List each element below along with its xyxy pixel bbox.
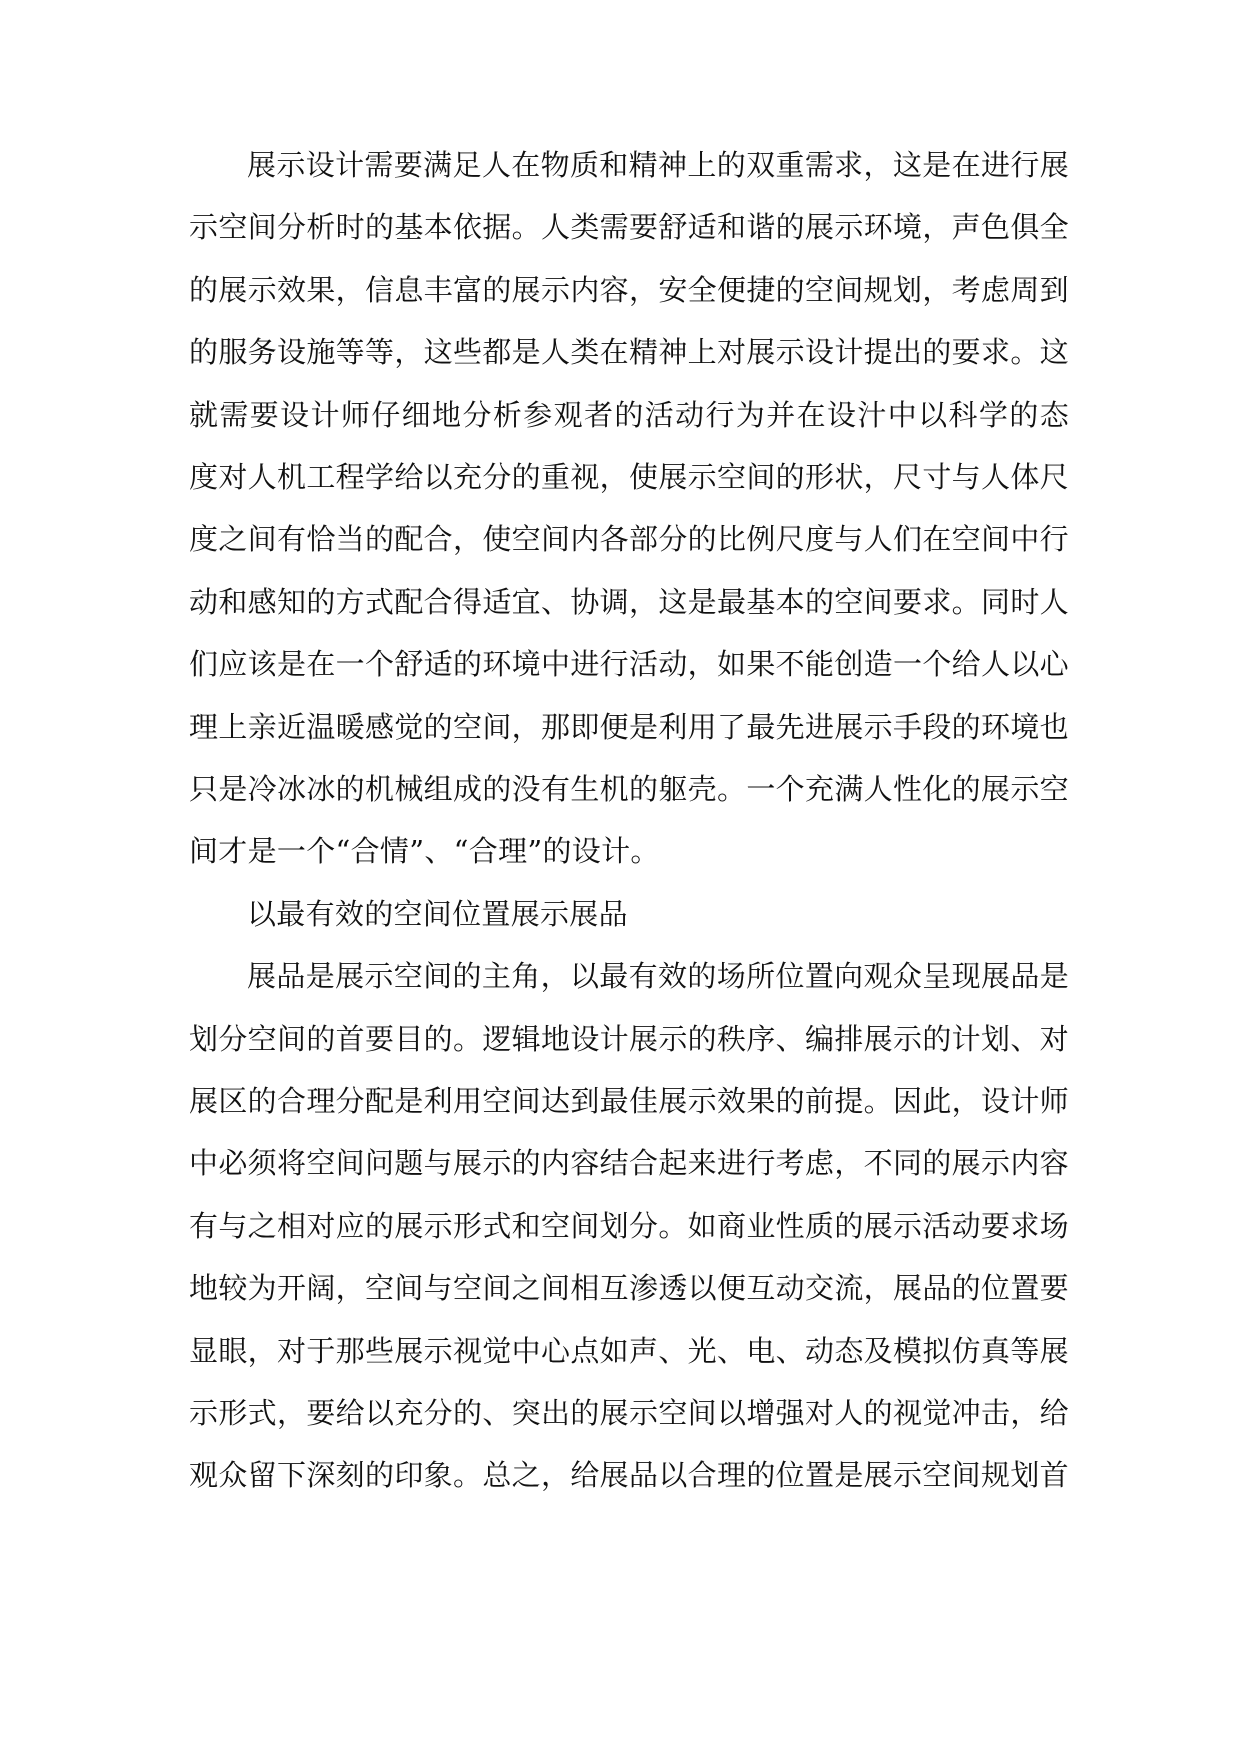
text-line: 中必须将空间问题与展示的内容结合起来进行考虑，不同的展示内容 <box>189 1146 1069 1180</box>
text-line: 观众留下深刻的印象。总之，给展品以合理的位置是展示空间规划首 <box>189 1458 1069 1492</box>
text-line: 有与之相对应的展示形式和空间划分。如商业性质的展示活动要求场 <box>189 1209 1069 1243</box>
text-line: 就需要设计师仔细地分析参观者的活动行为并在设汁中以科学的态 <box>189 398 1069 432</box>
text-line: 展品是展示空间的主角，以最有效的场所位置向观众呈现展品是 <box>247 959 1069 993</box>
text-line: 示形式，要给以充分的、突出的展示空间以增强对人的视觉冲击，给 <box>189 1396 1069 1430</box>
text-line: 动和感知的方式配合得适宜、协调，这是最基本的空间要求。同时人 <box>189 585 1069 619</box>
section-heading: 以最有效的空间位置展示展品 <box>247 897 628 931</box>
text-line: 示空间分析时的基本依据。人类需要舒适和谐的展示环境，声色俱全 <box>189 210 1069 244</box>
text-line: 度之间有恰当的配合，使空间内各部分的比例尺度与人们在空间中行 <box>189 522 1069 556</box>
text-line: 地较为开阔，空间与空间之间相互渗透以便互动交流，展品的位置要 <box>189 1271 1069 1305</box>
text-line: 的服务设施等等，这些都是人类在精神上对展示设计提出的要求。这 <box>189 335 1069 369</box>
text-line: 展区的合理分配是利用空间达到最佳展示效果的前提。因此，设计师 <box>189 1084 1069 1118</box>
text-line: 们应该是在一个舒适的环境中进行活动，如果不能创造一个给人以心 <box>189 647 1069 681</box>
text-line: 度对人机工程学给以充分的重视，使展示空间的形状，尺寸与人体尺 <box>189 460 1069 494</box>
text-line: 间才是一个“合情”、“合理”的设计。 <box>189 834 660 868</box>
text-line: 展示设计需要满足人在物质和精神上的双重需求，这是在进行展 <box>247 148 1069 182</box>
text-line: 划分空间的首要目的。逻辑地设计展示的秩序、编排展示的计划、对 <box>189 1022 1069 1056</box>
text-line: 的展示效果，信息丰富的展示内容，安全便捷的空间规划，考虑周到 <box>189 273 1069 307</box>
text-line: 只是冷冰冰的机械组成的没有生机的躯壳。一个充满人性化的展示空 <box>189 772 1069 806</box>
text-line: 显眼，对于那些展示视觉中心点如声、光、电、动态及模拟仿真等展 <box>189 1334 1069 1368</box>
text-line: 理上亲近温暖感觉的空间，那即便是利用了最先进展示手段的环境也 <box>189 710 1069 744</box>
